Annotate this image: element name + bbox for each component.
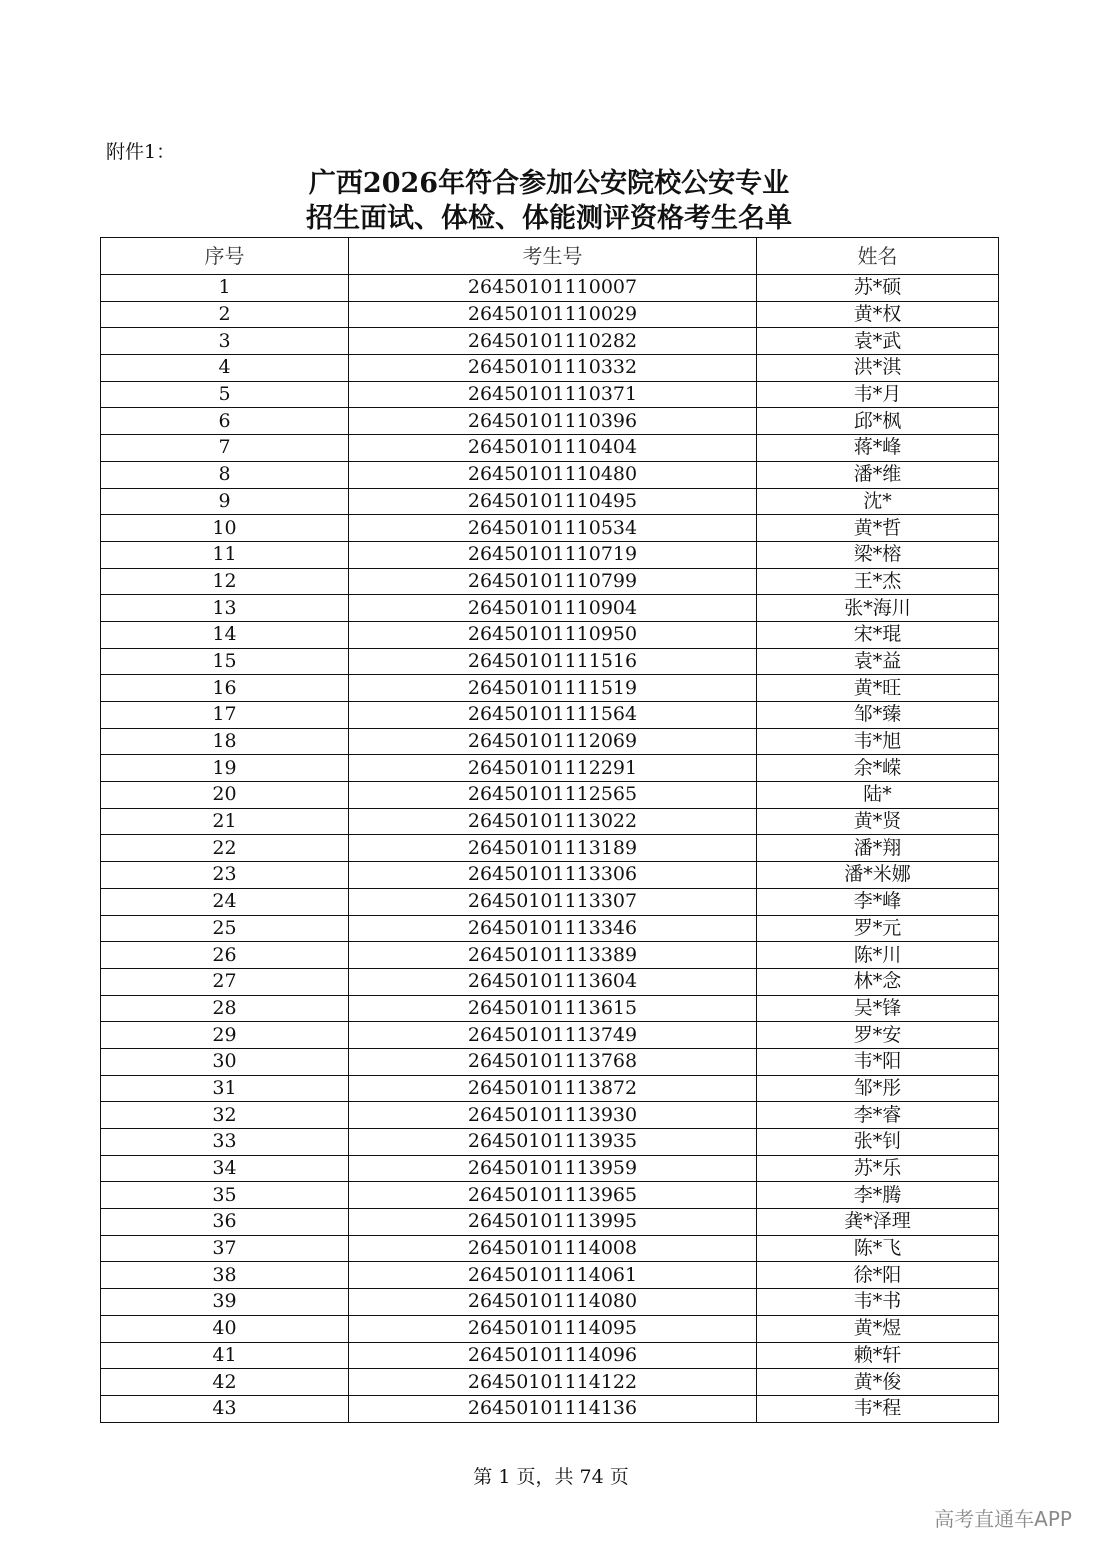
table-row bbox=[101, 328, 999, 355]
table-row bbox=[101, 541, 999, 568]
cell-seq: 2 bbox=[101, 301, 349, 328]
page-title-line-2: 招生面试、体检、体能测评资格考生名单 bbox=[306, 203, 792, 234]
table-row bbox=[101, 461, 999, 488]
cell-name: 苏*硕 bbox=[757, 275, 999, 302]
cell-exam-id: 26450101110007 bbox=[349, 275, 757, 302]
cell-seq: 13 bbox=[101, 595, 349, 622]
table-row bbox=[101, 862, 999, 889]
cell-seq: 12 bbox=[101, 568, 349, 595]
cell-exam-id: 26450101113768 bbox=[349, 1048, 757, 1075]
table-row bbox=[101, 675, 999, 702]
cell-seq: 15 bbox=[101, 648, 349, 675]
cell-seq: 40 bbox=[101, 1315, 349, 1342]
cell-name: 袁*益 bbox=[757, 648, 999, 675]
cell-seq: 30 bbox=[101, 1048, 349, 1075]
cell-seq: 25 bbox=[101, 915, 349, 942]
cell-exam-id: 26450101111516 bbox=[349, 648, 757, 675]
cell-exam-id: 26450101113959 bbox=[349, 1155, 757, 1182]
cell-seq: 4 bbox=[101, 355, 349, 382]
cell-seq: 9 bbox=[101, 488, 349, 515]
cell-exam-id: 26450101110950 bbox=[349, 621, 757, 648]
cell-seq: 38 bbox=[101, 1262, 349, 1289]
cell-name: 洪*淇 bbox=[757, 355, 999, 382]
table-row bbox=[101, 595, 999, 622]
cell-exam-id: 26450101110799 bbox=[349, 568, 757, 595]
cell-exam-id: 26450101111564 bbox=[349, 702, 757, 729]
table-row bbox=[101, 435, 999, 462]
cell-seq: 7 bbox=[101, 435, 349, 462]
cell-exam-id: 26450101110404 bbox=[349, 435, 757, 462]
cell-name: 潘*维 bbox=[757, 461, 999, 488]
table-row bbox=[101, 648, 999, 675]
cell-exam-id: 26450101110282 bbox=[349, 328, 757, 355]
cell-seq: 36 bbox=[101, 1209, 349, 1236]
cell-seq: 41 bbox=[101, 1342, 349, 1369]
cell-name: 陈*飞 bbox=[757, 1235, 999, 1262]
page-number: 第 1 页，共 74 页 bbox=[473, 1466, 629, 1488]
table-row bbox=[101, 782, 999, 809]
cell-name: 余*嵘 bbox=[757, 755, 999, 782]
table-row bbox=[101, 1395, 999, 1422]
table-row bbox=[101, 1129, 999, 1156]
cell-seq: 10 bbox=[101, 515, 349, 542]
cell-exam-id: 26450101113995 bbox=[349, 1209, 757, 1236]
cell-name: 邱*枫 bbox=[757, 408, 999, 435]
table-row bbox=[101, 1342, 999, 1369]
table-row bbox=[101, 1209, 999, 1236]
table-row bbox=[101, 275, 999, 302]
cell-seq: 22 bbox=[101, 835, 349, 862]
cell-name: 潘*米娜 bbox=[757, 862, 999, 889]
table-row bbox=[101, 995, 999, 1022]
cell-seq: 3 bbox=[101, 328, 349, 355]
cell-seq: 24 bbox=[101, 888, 349, 915]
candidate-table bbox=[100, 237, 999, 1423]
cell-name: 韦*书 bbox=[757, 1289, 999, 1316]
cell-name: 梁*榕 bbox=[757, 541, 999, 568]
table-row bbox=[101, 728, 999, 755]
cell-seq: 29 bbox=[101, 1022, 349, 1049]
cell-exam-id: 26450101114122 bbox=[349, 1369, 757, 1396]
cell-exam-id: 26450101113306 bbox=[349, 862, 757, 889]
cell-seq: 31 bbox=[101, 1075, 349, 1102]
cell-name: 黄*旺 bbox=[757, 675, 999, 702]
cell-name: 黄*权 bbox=[757, 301, 999, 328]
table-row bbox=[101, 808, 999, 835]
cell-name: 苏*乐 bbox=[757, 1155, 999, 1182]
table-row bbox=[101, 301, 999, 328]
cell-seq: 1 bbox=[101, 275, 349, 302]
cell-name: 韦*程 bbox=[757, 1395, 999, 1422]
cell-exam-id: 26450101110396 bbox=[349, 408, 757, 435]
cell-seq: 20 bbox=[101, 782, 349, 809]
table-row bbox=[101, 1022, 999, 1049]
cell-name: 李*腾 bbox=[757, 1182, 999, 1209]
cell-name: 李*峰 bbox=[757, 888, 999, 915]
cell-exam-id: 26450101113935 bbox=[349, 1129, 757, 1156]
cell-exam-id: 26450101110534 bbox=[349, 515, 757, 542]
table-row bbox=[101, 488, 999, 515]
table-header-row bbox=[101, 238, 999, 275]
table-row bbox=[101, 1235, 999, 1262]
cell-name: 韦*阳 bbox=[757, 1048, 999, 1075]
cell-name: 宋*琨 bbox=[757, 621, 999, 648]
cell-name: 黄*贤 bbox=[757, 808, 999, 835]
cell-exam-id: 26450101110332 bbox=[349, 355, 757, 382]
header-exam-id: 考生号 bbox=[349, 238, 757, 275]
table-row bbox=[101, 568, 999, 595]
cell-name: 韦*旭 bbox=[757, 728, 999, 755]
cell-seq: 23 bbox=[101, 862, 349, 889]
cell-seq: 28 bbox=[101, 995, 349, 1022]
table-row bbox=[101, 355, 999, 382]
cell-exam-id: 26450101113749 bbox=[349, 1022, 757, 1049]
cell-exam-id: 26450101110029 bbox=[349, 301, 757, 328]
cell-seq: 11 bbox=[101, 541, 349, 568]
cell-seq: 8 bbox=[101, 461, 349, 488]
cell-name: 张*钊 bbox=[757, 1129, 999, 1156]
cell-exam-id: 26450101113189 bbox=[349, 835, 757, 862]
cell-exam-id: 26450101114080 bbox=[349, 1289, 757, 1316]
cell-name: 张*海川 bbox=[757, 595, 999, 622]
table-row bbox=[101, 942, 999, 969]
cell-seq: 42 bbox=[101, 1369, 349, 1396]
table-row bbox=[101, 1289, 999, 1316]
cell-name: 陈*川 bbox=[757, 942, 999, 969]
table-row bbox=[101, 408, 999, 435]
table-row bbox=[101, 1182, 999, 1209]
cell-seq: 14 bbox=[101, 621, 349, 648]
table-row bbox=[101, 702, 999, 729]
cell-exam-id: 26450101110480 bbox=[349, 461, 757, 488]
table-row bbox=[101, 968, 999, 995]
cell-exam-id: 26450101114008 bbox=[349, 1235, 757, 1262]
cell-exam-id: 26450101113307 bbox=[349, 888, 757, 915]
cell-exam-id: 26450101113965 bbox=[349, 1182, 757, 1209]
cell-name: 袁*武 bbox=[757, 328, 999, 355]
cell-exam-id: 26450101113930 bbox=[349, 1102, 757, 1129]
cell-seq: 26 bbox=[101, 942, 349, 969]
cell-exam-id: 26450101114096 bbox=[349, 1342, 757, 1369]
cell-name: 徐*阳 bbox=[757, 1262, 999, 1289]
cell-seq: 21 bbox=[101, 808, 349, 835]
cell-name: 王*杰 bbox=[757, 568, 999, 595]
cell-seq: 6 bbox=[101, 408, 349, 435]
cell-exam-id: 26450101113022 bbox=[349, 808, 757, 835]
cell-exam-id: 26450101113389 bbox=[349, 942, 757, 969]
cell-exam-id: 26450101111519 bbox=[349, 675, 757, 702]
table-row bbox=[101, 835, 999, 862]
cell-name: 韦*月 bbox=[757, 381, 999, 408]
table-row bbox=[101, 1075, 999, 1102]
table-row bbox=[101, 1262, 999, 1289]
cell-seq: 35 bbox=[101, 1182, 349, 1209]
cell-exam-id: 26450101113615 bbox=[349, 995, 757, 1022]
cell-name: 吴*锋 bbox=[757, 995, 999, 1022]
cell-name: 黄*哲 bbox=[757, 515, 999, 542]
table-row bbox=[101, 888, 999, 915]
cell-seq: 43 bbox=[101, 1395, 349, 1422]
cell-seq: 34 bbox=[101, 1155, 349, 1182]
table-row bbox=[101, 1315, 999, 1342]
table-row bbox=[101, 755, 999, 782]
table-body bbox=[101, 275, 999, 1423]
table-row bbox=[101, 915, 999, 942]
cell-name: 邹*彤 bbox=[757, 1075, 999, 1102]
cell-exam-id: 26450101110495 bbox=[349, 488, 757, 515]
cell-name: 龚*泽理 bbox=[757, 1209, 999, 1236]
table-row bbox=[101, 1369, 999, 1396]
cell-seq: 18 bbox=[101, 728, 349, 755]
cell-name: 林*念 bbox=[757, 968, 999, 995]
cell-exam-id: 26450101113604 bbox=[349, 968, 757, 995]
cell-name: 赖*轩 bbox=[757, 1342, 999, 1369]
table-row bbox=[101, 1048, 999, 1075]
page-title-line-1: 广西2026年符合参加公安院校公安专业 bbox=[308, 168, 790, 199]
table-row bbox=[101, 515, 999, 542]
cell-name: 陆* bbox=[757, 782, 999, 809]
cell-seq: 27 bbox=[101, 968, 349, 995]
cell-name: 黄*俊 bbox=[757, 1369, 999, 1396]
cell-exam-id: 26450101114061 bbox=[349, 1262, 757, 1289]
cell-exam-id: 26450101113346 bbox=[349, 915, 757, 942]
cell-name: 李*睿 bbox=[757, 1102, 999, 1129]
cell-name: 蒋*峰 bbox=[757, 435, 999, 462]
table-row bbox=[101, 1102, 999, 1129]
cell-name: 罗*元 bbox=[757, 915, 999, 942]
header-seq: 序号 bbox=[101, 238, 349, 275]
cell-name: 罗*安 bbox=[757, 1022, 999, 1049]
cell-seq: 19 bbox=[101, 755, 349, 782]
cell-seq: 5 bbox=[101, 381, 349, 408]
header-name: 姓名 bbox=[757, 238, 999, 275]
cell-exam-id: 26450101110904 bbox=[349, 595, 757, 622]
cell-seq: 39 bbox=[101, 1289, 349, 1316]
cell-name: 沈* bbox=[757, 488, 999, 515]
cell-name: 潘*翔 bbox=[757, 835, 999, 862]
cell-exam-id: 26450101110719 bbox=[349, 541, 757, 568]
table-row bbox=[101, 621, 999, 648]
cell-exam-id: 26450101112069 bbox=[349, 728, 757, 755]
cell-exam-id: 26450101113872 bbox=[349, 1075, 757, 1102]
cell-seq: 17 bbox=[101, 702, 349, 729]
cell-name: 黄*煜 bbox=[757, 1315, 999, 1342]
cell-exam-id: 26450101114095 bbox=[349, 1315, 757, 1342]
table-row bbox=[101, 1155, 999, 1182]
attachment-label: 附件1： bbox=[106, 141, 176, 163]
cell-exam-id: 26450101112291 bbox=[349, 755, 757, 782]
cell-seq: 32 bbox=[101, 1102, 349, 1129]
cell-exam-id: 26450101112565 bbox=[349, 782, 757, 809]
cell-seq: 37 bbox=[101, 1235, 349, 1262]
cell-seq: 16 bbox=[101, 675, 349, 702]
cell-name: 邹*臻 bbox=[757, 702, 999, 729]
cell-seq: 33 bbox=[101, 1129, 349, 1156]
table-row bbox=[101, 381, 999, 408]
watermark: 高考直通车APP bbox=[934, 1507, 1072, 1531]
cell-exam-id: 26450101110371 bbox=[349, 381, 757, 408]
cell-exam-id: 26450101114136 bbox=[349, 1395, 757, 1422]
